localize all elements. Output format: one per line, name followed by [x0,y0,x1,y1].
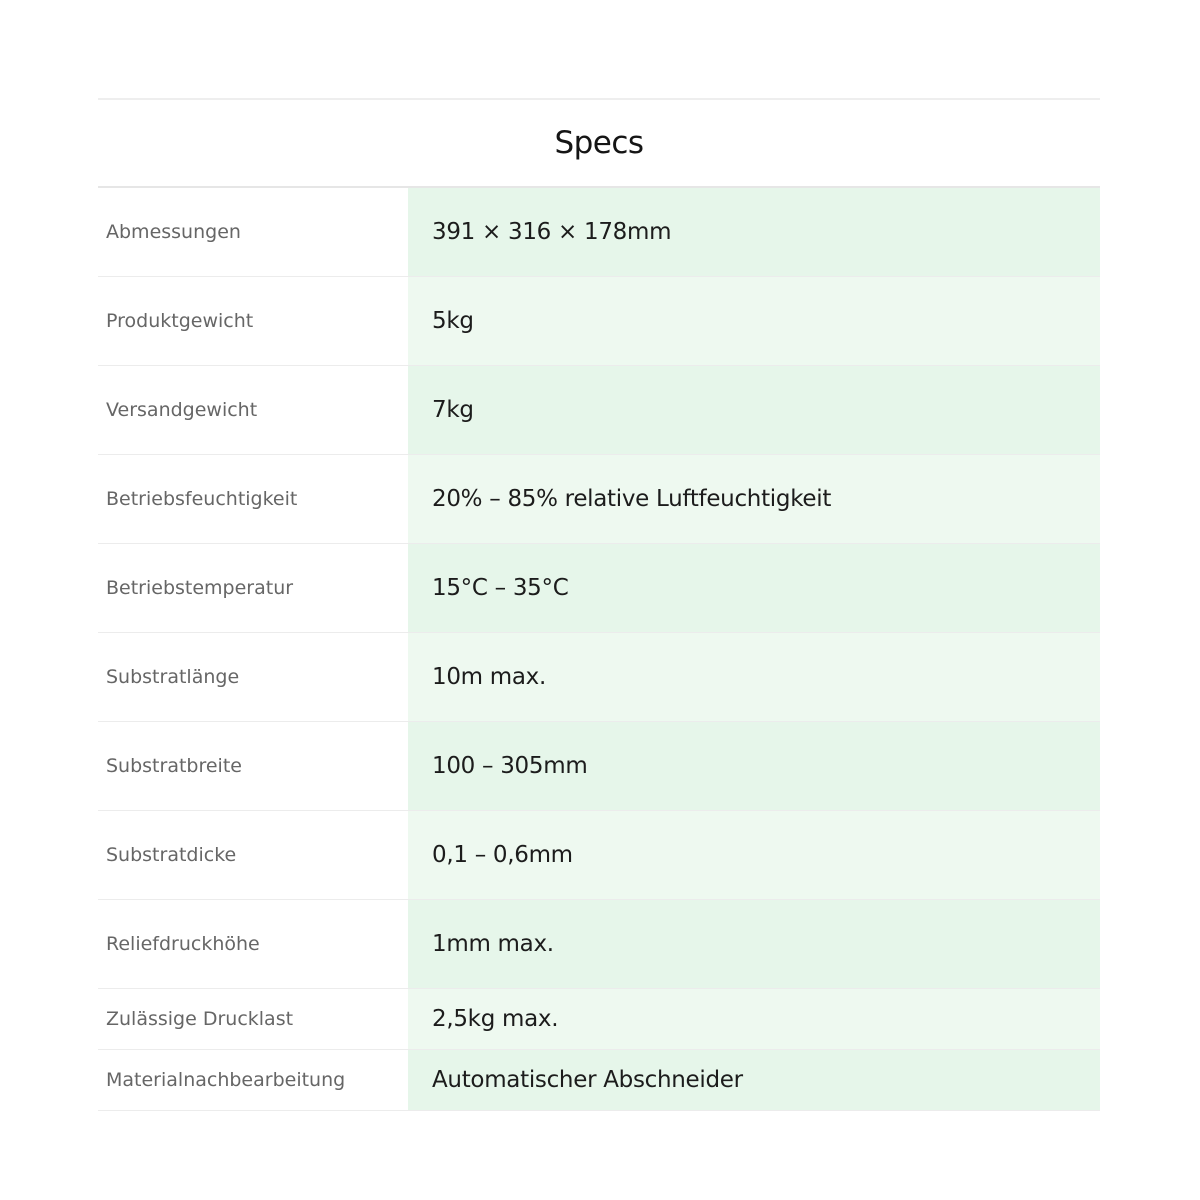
spec-value: 391 × 316 × 178mm [408,188,1100,276]
spec-value: Automatischer Abschneider [408,1050,1100,1110]
spec-value: 100 – 305mm [408,722,1100,810]
spec-row-print-load [98,989,1100,1050]
spec-label: Substratbreite [98,722,408,810]
spec-row-shipping-weight [98,366,1100,455]
spec-label: Reliefdruckhöhe [98,900,408,988]
spec-row-operating-temperature [98,544,1100,633]
spec-row-product-weight [98,277,1100,366]
spec-label: Zulässige Drucklast [98,989,408,1049]
spec-value: 15°C – 35°C [408,544,1100,632]
spec-row-relief-height [98,900,1100,989]
spec-label: Substratdicke [98,811,408,899]
spec-label: Betriebstemperatur [98,544,408,632]
spec-value: 1mm max. [408,900,1100,988]
spec-label: Versandgewicht [98,366,408,454]
spec-label: Substratlänge [98,633,408,721]
spec-value: 0,1 – 0,6mm [408,811,1100,899]
spec-label: Abmessungen [98,188,408,276]
specs-table [98,186,1100,1111]
spec-value: 2,5kg max. [408,989,1100,1049]
spec-label: Betriebsfeuchtigkeit [98,455,408,543]
spec-row-substrate-thickness [98,811,1100,900]
spec-value: 5kg [408,277,1100,365]
spec-row-post-processing [98,1050,1100,1111]
spec-label: Materialnachbearbeitung [98,1050,408,1110]
specs-title: Specs [554,125,644,161]
specs-section [98,98,1100,1111]
spec-row-substrate-width [98,722,1100,811]
spec-row-substrate-length [98,633,1100,722]
spec-value: 20% – 85% relative Luftfeuchtigkeit [408,455,1100,543]
spec-value: 7kg [408,366,1100,454]
spec-label: Produktgewicht [98,277,408,365]
spec-row-operating-humidity [98,455,1100,544]
spec-row-dimensions [98,188,1100,277]
spec-value: 10m max. [408,633,1100,721]
